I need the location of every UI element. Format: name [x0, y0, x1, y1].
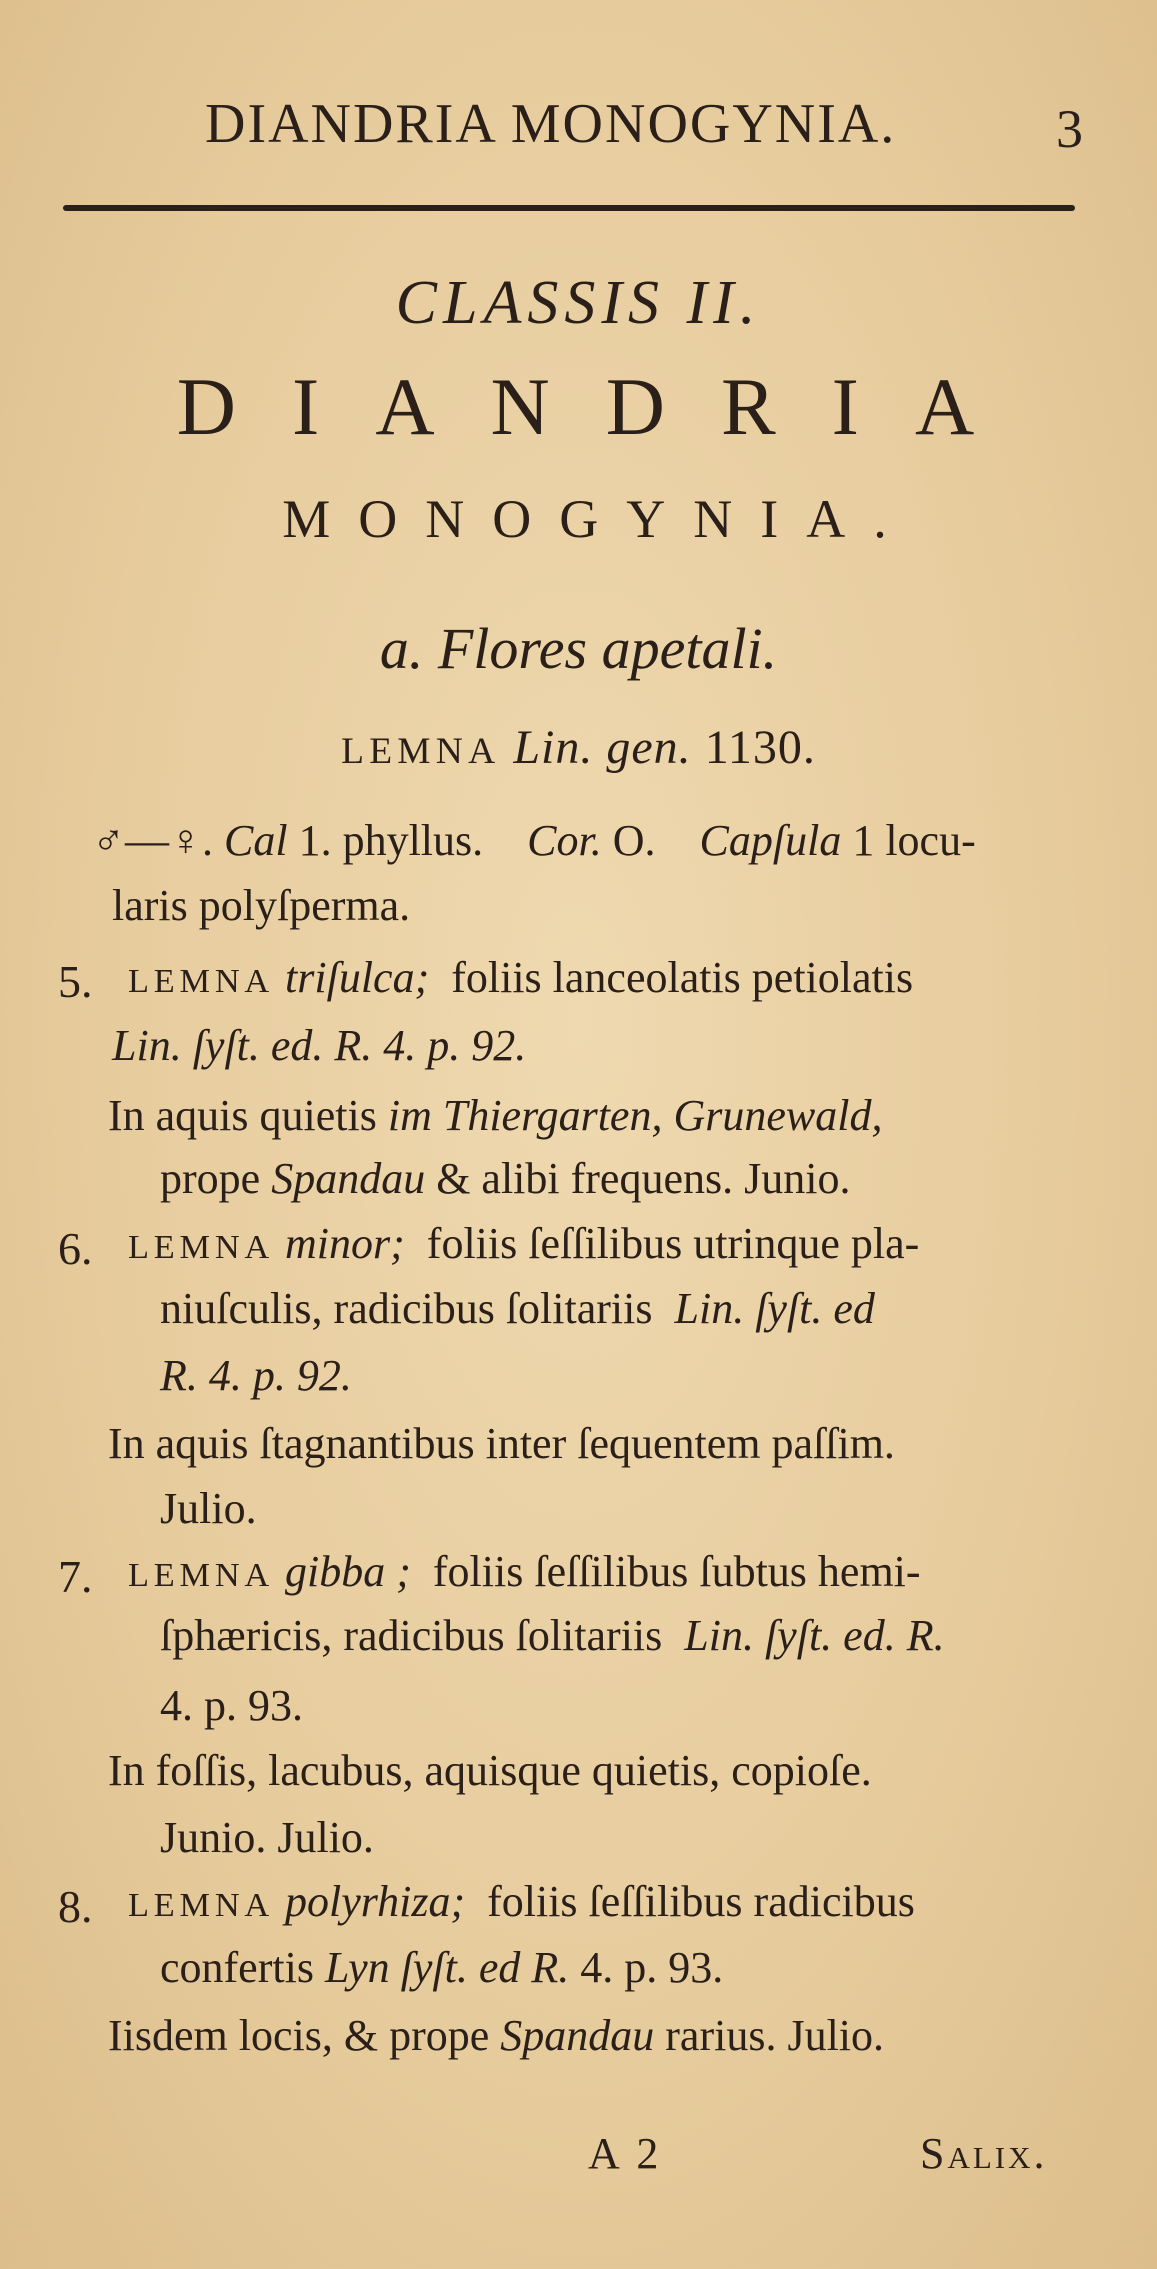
- class-heading: CLASSIS II.: [395, 269, 762, 337]
- species-description: confertis: [160, 1943, 314, 1992]
- species-reference: [112, 1020, 526, 1071]
- species-epithet: triſulca;: [285, 953, 430, 1002]
- habitat-line: [108, 1090, 882, 1141]
- habitat-text: In aquis quietis: [108, 1091, 377, 1140]
- sex-symbols: ♂—♀.: [92, 816, 213, 865]
- signature-mark: A 2: [588, 2129, 663, 2178]
- species-description: foliis lanceolatis petiolatis: [451, 953, 914, 1002]
- species-epithet: polyrhiza;: [285, 1877, 466, 1926]
- species-epithet: minor;: [285, 1219, 405, 1268]
- genus-heading: [0, 720, 1157, 775]
- habitat-place: im Thiergarten,: [387, 1091, 663, 1140]
- habitat-place: Spandau: [500, 2011, 655, 2060]
- corolla-label: Cor.: [527, 816, 602, 865]
- calyx-label: Cal: [224, 816, 288, 865]
- reference-text: Lin. ſyſt. ed. R.: [684, 1611, 945, 1660]
- generic-character-line-2: laris polyſperma.: [112, 881, 411, 930]
- species-genus: LEMNA: [128, 1228, 275, 1266]
- reference-text: R. 4. p. 92.: [160, 1351, 352, 1400]
- habitat-line: [160, 1153, 850, 1204]
- species-line: [160, 1942, 723, 1993]
- species-genus: LEMNA: [128, 962, 275, 1000]
- habitat-line: [108, 2010, 884, 2061]
- genus-reference: Lin. gen.: [513, 721, 692, 774]
- capsule-label: Capſula: [699, 816, 842, 865]
- habitat-text: & alibi frequens. Junio.: [436, 1154, 851, 1203]
- habitat-place: Spandau: [271, 1154, 426, 1203]
- habitat-line: Julio.: [160, 1484, 257, 1533]
- corolla-text: O.: [612, 816, 656, 865]
- species-number: 8.: [58, 1881, 93, 1932]
- species-line: [160, 1610, 945, 1661]
- reference-text: Lin. ſyſt. ed: [674, 1284, 875, 1333]
- habitat-text: prope: [160, 1154, 261, 1203]
- capsule-text: 1 locu-: [852, 816, 976, 865]
- reference-text: Lyn ſyſt. ed R.: [324, 1943, 570, 1992]
- species-description: niuſculis, radicibus ſolitariis: [160, 1284, 653, 1333]
- running-head: DIANDRIA MONOGYNIA.: [205, 93, 897, 155]
- genus-reference-number: 1130.: [704, 721, 816, 774]
- habitat-text: Iisdem locis, & prope: [108, 2011, 490, 2060]
- species-reference: [160, 1350, 352, 1401]
- species-line: [128, 1218, 919, 1269]
- species-number: 5.: [58, 956, 93, 1007]
- species-line: [160, 1283, 875, 1334]
- catchword: Salix.: [920, 2129, 1048, 2178]
- species-description: ſphæricis, radicibus ſolitariis: [160, 1611, 663, 1660]
- order-name: MONOGYNIA.: [282, 489, 915, 549]
- page-number: 3: [1056, 99, 1083, 159]
- species-description: foliis ſeſſilibus radicibus: [487, 1877, 915, 1926]
- header-rule: [63, 205, 1075, 211]
- species-reference: 4. p. 93.: [160, 1681, 303, 1730]
- habitat-line: Junio. Julio.: [160, 1813, 374, 1862]
- species-genus: LEMNA: [128, 1886, 275, 1924]
- species-description: foliis ſeſſilibus utrinque pla-: [426, 1219, 920, 1268]
- genus-name: LEMNA: [341, 731, 501, 772]
- species-line: [128, 952, 913, 1003]
- species-line: [128, 1546, 921, 1597]
- generic-character-line-1: [92, 815, 976, 866]
- habitat-place: Grunewald,: [673, 1091, 883, 1140]
- habitat-text: rarius. Julio.: [665, 2011, 885, 2060]
- species-epithet: gibba ;: [285, 1547, 411, 1596]
- species-number: 7.: [58, 1551, 93, 1602]
- calyx-text: 1. phyllus.: [298, 816, 484, 865]
- habitat-line: In foſſis, lacubus, aquisque quietis, copioſe.: [108, 1746, 872, 1795]
- reference-text: Lin. ſyſt. ed. R. 4. p. 92.: [112, 1021, 527, 1070]
- species-genus: LEMNA: [128, 1556, 275, 1594]
- species-line: [128, 1876, 915, 1927]
- habitat-line: In aquis ſtagnantibus inter ſequentem paſſim.: [108, 1419, 895, 1468]
- species-description: foliis ſeſſilibus ſubtus hemi-: [432, 1547, 921, 1596]
- species-number: 6.: [58, 1223, 93, 1274]
- section-heading: a. Flores apetali.: [379, 616, 778, 681]
- reference-text: 4. p. 93.: [580, 1943, 724, 1992]
- class-name: DIANDRIA: [176, 361, 1031, 452]
